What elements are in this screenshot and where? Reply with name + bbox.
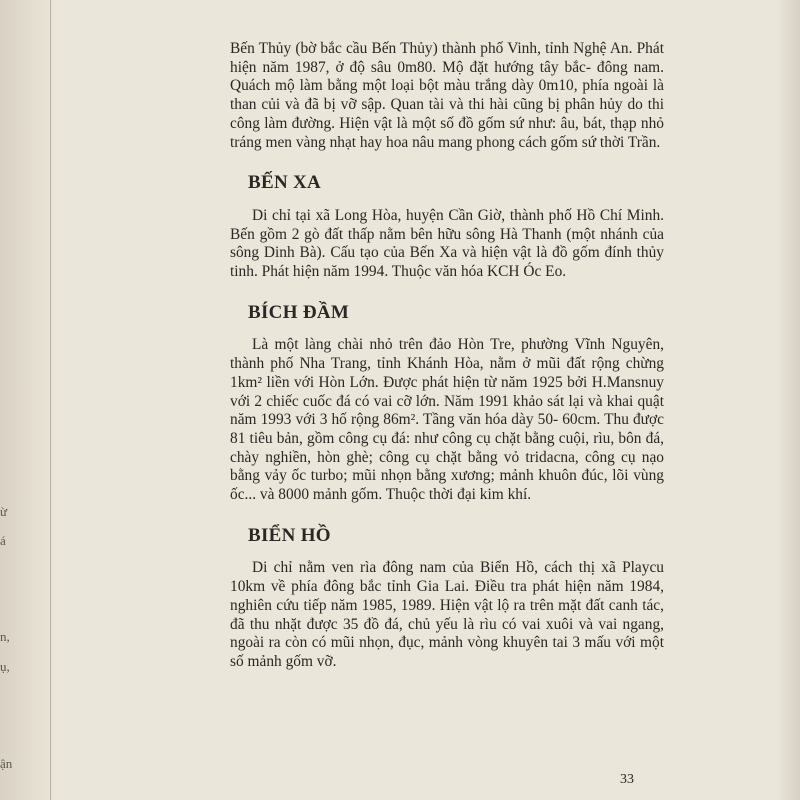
- gutter-fold: [50, 0, 51, 800]
- margin-fragment: ụ,: [0, 659, 10, 674]
- margin-fragment: ừ: [0, 504, 8, 519]
- paragraph-ben-thuy: Bến Thủy (bờ bắc cầu Bến Thủy) thành phố Vinh, tỉnh Nghệ An. Phát hiện năm 1987, ở độ sâu 0m80. Mộ đặt hướng tây bắc- đông nam. Quách mộ làm bằng một loại bột màu trắng dày 0m10, phía ngoài là than củi và đã bị vỡ sập. Quan tài và thi hài cũng bị phân hủy do thi công làm đường. Hiện vật là một số đồ gốm sứ như: âu, bát, thạp nhỏ tráng men vàng nhạt hay hoa nâu mang phong cách gốm sứ thời Trần.: [230, 40, 664, 151]
- page-edge: [780, 0, 800, 800]
- heading-bich-dam: BÍCH ĐẦM: [248, 301, 350, 323]
- heading-bien-ho: BIỂN HỒ: [248, 524, 331, 546]
- page-body: [230, 40, 664, 672]
- paragraph-ben-xa: Di chỉ tại xã Long Hòa, huyện Cần Giờ, thành phố Hồ Chí Minh. Bến gồm 2 gò đất thấp nằm bên hữu sông Hà Thanh (một nhánh của sông Dinh Bà). Cấu tạo của Bến Xa và hiện vật là đồ gốm đính thủy tinh. Phát hiện năm 1994. Thuộc văn hóa KCH Óc Eo.: [230, 206, 664, 281]
- page-number: 33: [620, 772, 634, 787]
- margin-fragment: á: [0, 533, 6, 548]
- paragraph-bien-ho: Di chỉ nằm ven rìa đông nam của Biển Hồ, cách thị xã Playcu 10km về phía đông bắc tỉnh Gia Lai. Điều tra phát hiện năm 1984, nghiên cứu tiếp năm 1985, 1989. Hiện vật lộ ra trên mặt đất canh tác, đã thu nhặt được 35 đồ đá, chủ yếu là rìu có vai xuôi và vai ngang, ngoài ra còn có mũi nhọn, đục, mảnh vòng khuyên tai 3 mấu với một số mảnh gốm vỡ.: [230, 559, 664, 670]
- heading-ben-xa: BẾN XA: [248, 172, 322, 194]
- margin-fragment: ận: [0, 756, 13, 771]
- margin-fragment: n,: [0, 629, 10, 644]
- paragraph-bich-dam: Là một làng chài nhỏ trên đảo Hòn Tre, phường Vĩnh Nguyên, thành phố Nha Trang, tỉnh Khánh Hòa, nằm ở mũi đất rộng chừng 1km² liền với Hòn Lớn. Được phát hiện từ năm 1925 bởi H.Mansnuy với 2 chiếc cuốc đá có vai cỡ lớn. Năm 1991 khảo sát lại và khai quật năm 1993 với 3 hố rộng 86m². Tầng văn hóa dày 50- 60cm. Thu được 81 tiêu bản, gồm công cụ đá: như công cụ chặt bằng cuội, rìu, bôn đá, chày nghiền, hòn ghè; công cụ chặt bằng vỏ tridacna, công cụ nạo bằng vảy ốc turbo; mũi nhọn bằng xương; mảnh khuôn đúc, lõi vùng ốc... và 8000 mảnh gốm. Thuộc thời đại kim khí.: [230, 336, 664, 504]
